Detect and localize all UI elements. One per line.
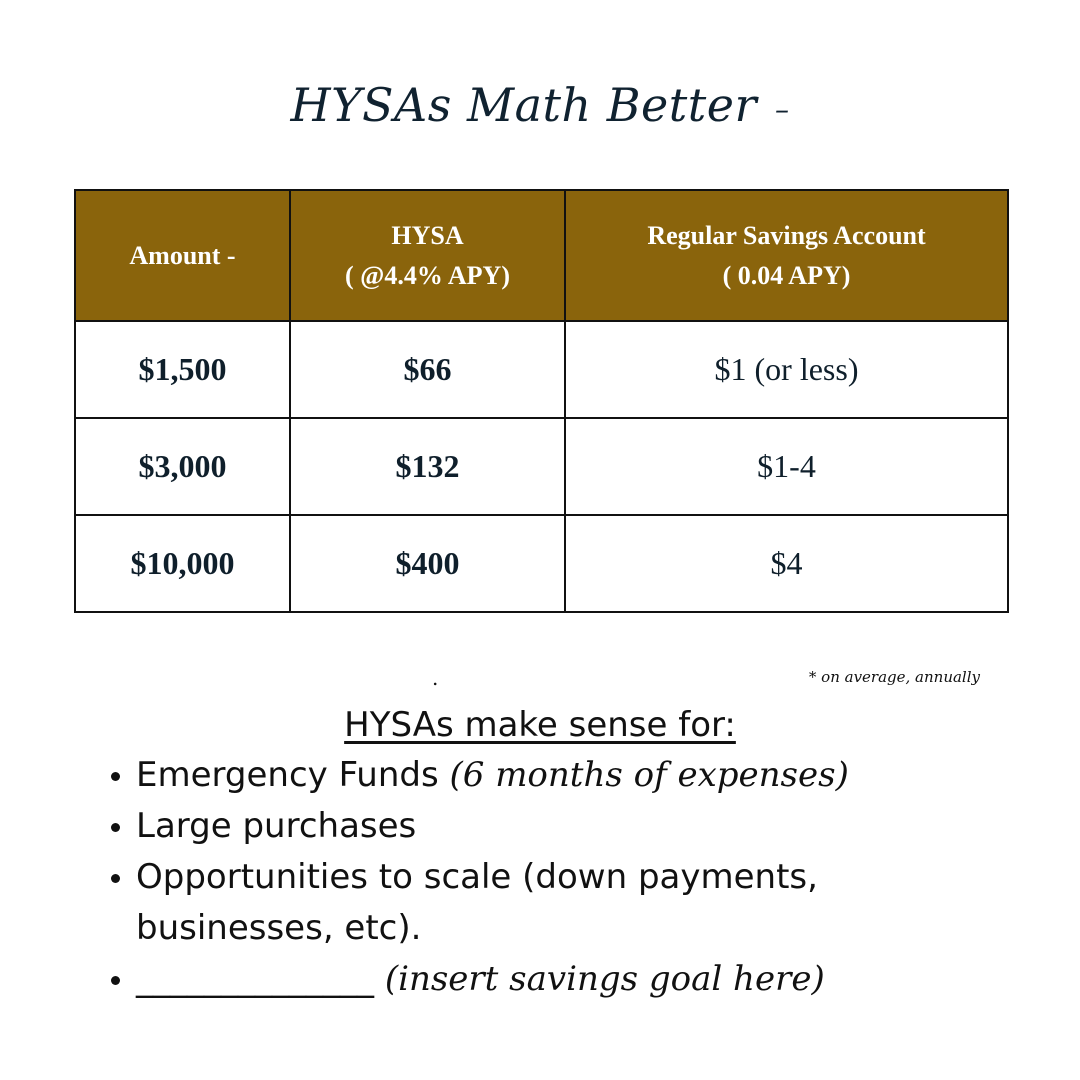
header-hysa-label: HYSA bbox=[391, 220, 464, 250]
title-dash: – bbox=[774, 92, 790, 126]
cell-amount: $10,000 bbox=[75, 515, 290, 612]
list-item bbox=[136, 852, 1016, 954]
cell-regular: $1 (or less) bbox=[565, 321, 1008, 418]
list-item-text: Opportunities to scale (down payments, businesses, etc). bbox=[136, 857, 818, 948]
stray-dot: . bbox=[432, 666, 439, 690]
header-regular-savings bbox=[565, 190, 1008, 321]
header-hysa-rate: ( @4.4% APY) bbox=[344, 260, 510, 290]
list-item bbox=[136, 801, 1016, 852]
table-header-row bbox=[75, 190, 1008, 321]
list-item bbox=[136, 954, 1016, 1005]
list-item-text: Large purchases bbox=[136, 806, 417, 846]
cell-hysa: $400 bbox=[290, 515, 565, 612]
header-regular-rate: ( 0.04 APY) bbox=[722, 260, 851, 290]
sense-list bbox=[106, 750, 1016, 1005]
cell-hysa: $132 bbox=[290, 418, 565, 515]
comparison-table bbox=[74, 189, 1009, 613]
list-item-note: (insert savings goal here) bbox=[384, 959, 825, 999]
list-item bbox=[136, 750, 1016, 801]
cell-regular: $4 bbox=[565, 515, 1008, 612]
cell-hysa: $66 bbox=[290, 321, 565, 418]
footnote: * on average, annually bbox=[808, 668, 980, 686]
page-title-text: HYSAs Math Better bbox=[290, 78, 757, 132]
list-item-text: Emergency Funds bbox=[136, 755, 450, 795]
page-title bbox=[0, 78, 1080, 132]
header-amount-label: Amount - bbox=[129, 240, 236, 270]
header-amount bbox=[75, 190, 290, 321]
header-regular-label: Regular Savings Account bbox=[647, 220, 926, 250]
table-row bbox=[75, 321, 1008, 418]
table-row bbox=[75, 418, 1008, 515]
list-item-text: ______________ bbox=[136, 959, 385, 999]
header-hysa bbox=[290, 190, 565, 321]
cell-regular: $1-4 bbox=[565, 418, 1008, 515]
list-item-note: (6 months of expenses) bbox=[449, 755, 849, 795]
sense-heading: HYSAs make sense for: bbox=[344, 705, 736, 745]
cell-amount: $3,000 bbox=[75, 418, 290, 515]
table-row bbox=[75, 515, 1008, 612]
cell-amount: $1,500 bbox=[75, 321, 290, 418]
